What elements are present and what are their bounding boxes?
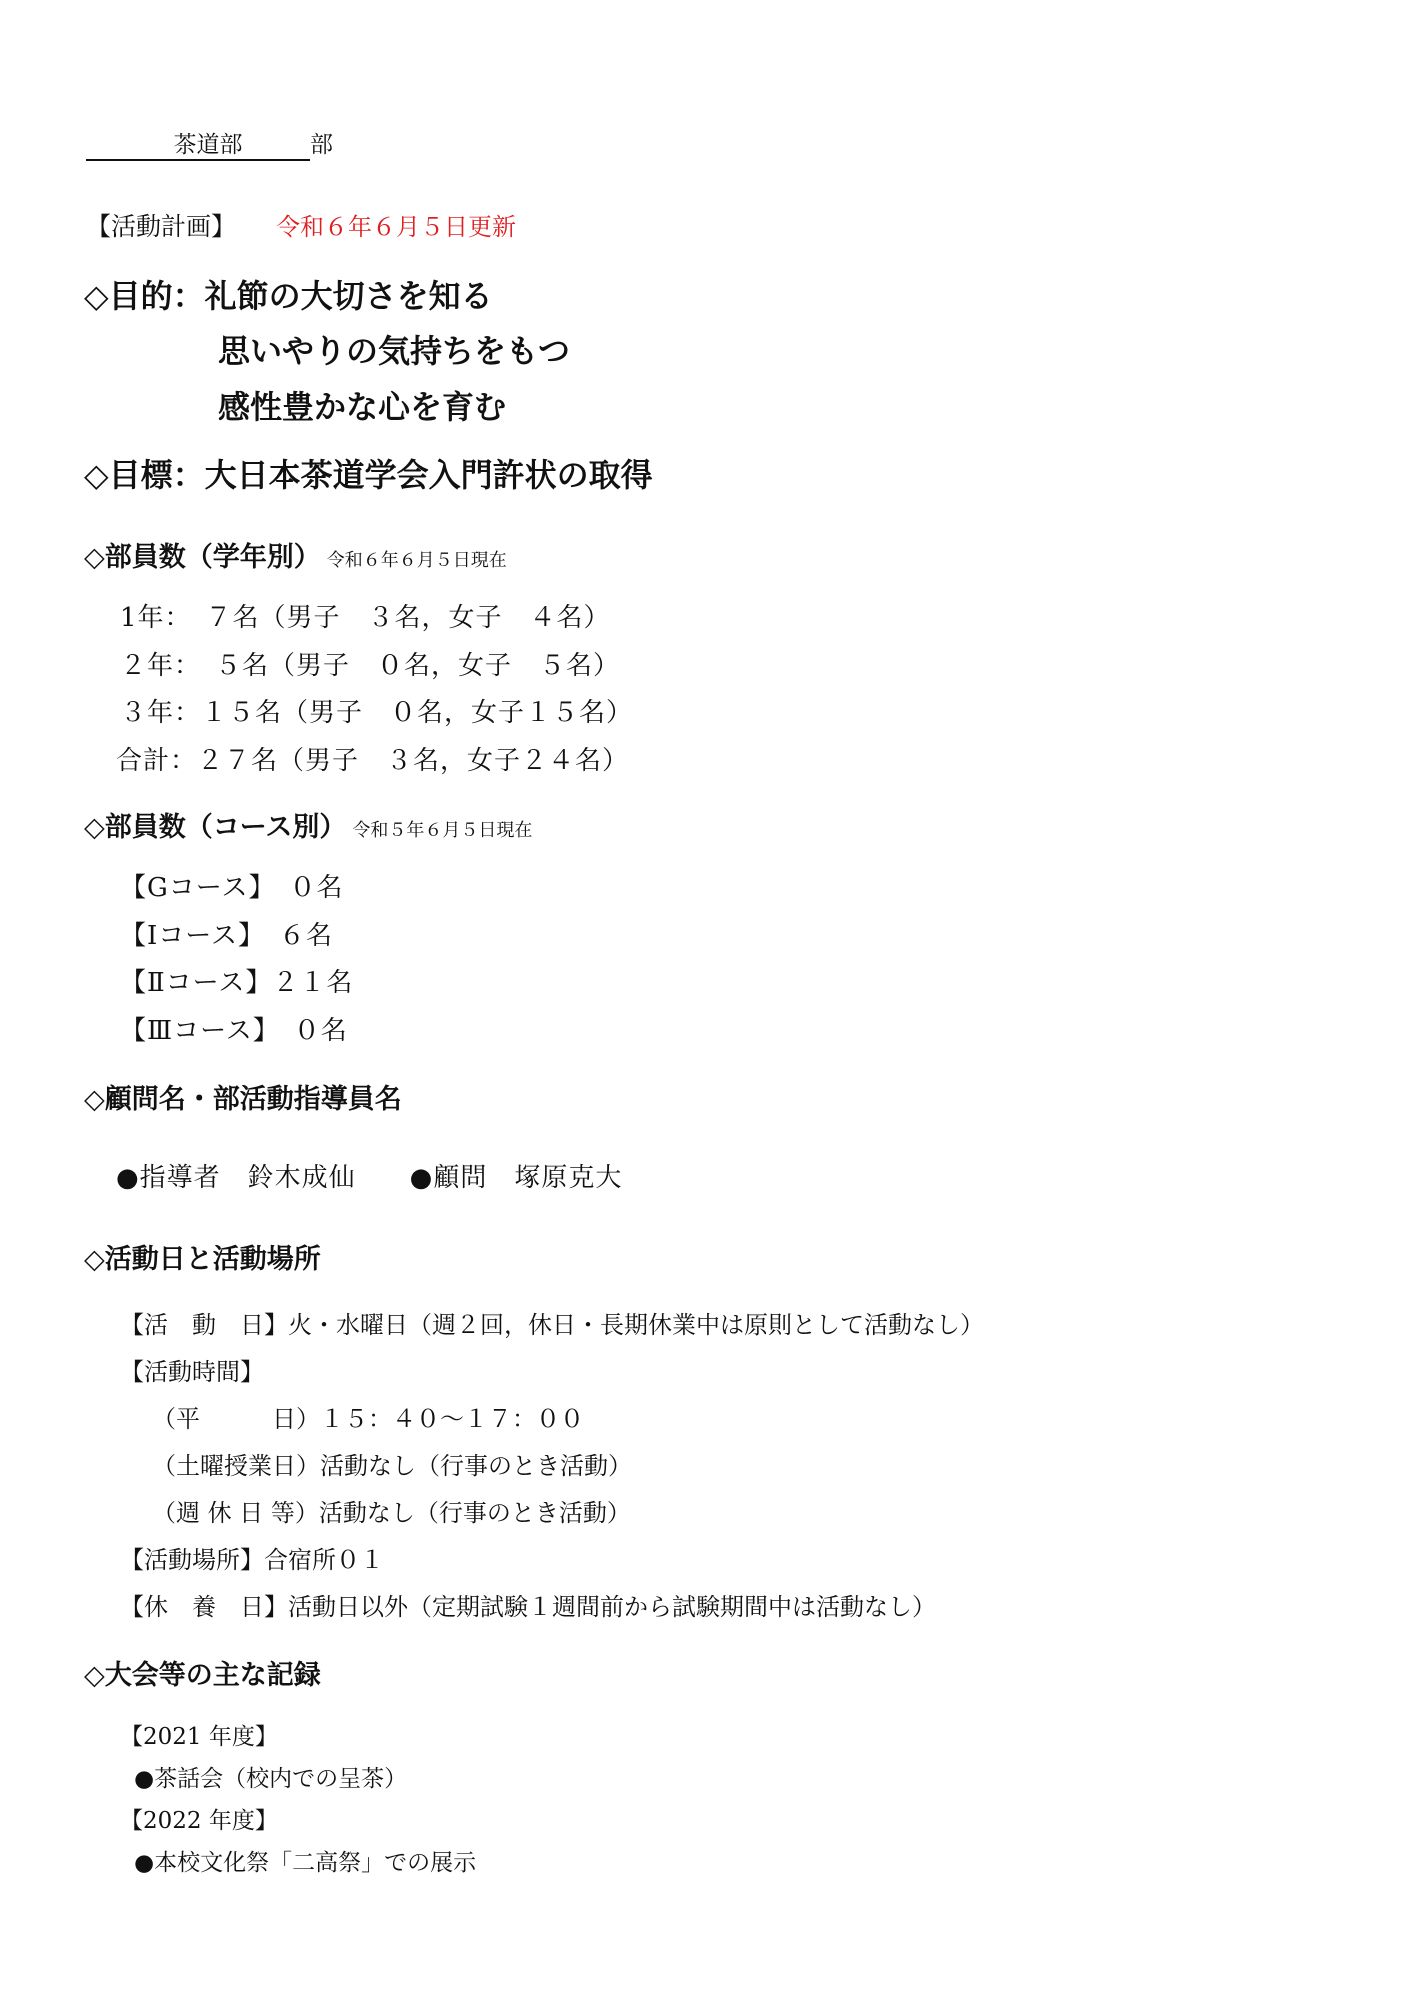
activity-row: 【活動場所】合宿所０１ (120, 1546, 384, 1574)
members-course-title: ◇部員数（コース別） (84, 812, 347, 843)
members-grade-row: ２年： ５名（男子 ０名，女子 ５名） (120, 651, 621, 681)
members-grade-row: 合計：２７名（男子 ３名，女子２４名） (116, 746, 630, 776)
records-row: ●茶話会（校内での呈茶） (134, 1766, 408, 1792)
records-row: ●本校文化祭「二高祭」での展示 (134, 1850, 477, 1876)
members-grade-note: 令和６年６月５日現在 (326, 550, 507, 571)
activity-row: 【活動時間】 (120, 1358, 264, 1386)
purpose-item: 礼節の大切さを知る (204, 277, 493, 315)
records-row: 【2021 年度】 (120, 1724, 278, 1750)
club-name-field (86, 126, 310, 161)
records-row: 【2022 年度】 (120, 1808, 278, 1834)
purpose-line-2: 思いやりの気持ちをもつ (218, 332, 571, 370)
activity-row: （週 休 日 等）活動なし（行事のとき活動） (152, 1499, 631, 1527)
plan-label: 【活動計画】 (86, 212, 237, 241)
members-grade-row: 1年： ７名（男子 ３名，女子 ４名） (120, 603, 611, 633)
goal-label: ◇目標： (84, 456, 205, 494)
goal-line (84, 450, 653, 496)
members-course-row: 【Gコース】 ０名 (120, 873, 344, 903)
members-grade-heading (84, 535, 507, 574)
members-grade-row: ３年：１５名（男子 ０名，女子１５名） (120, 698, 634, 728)
records-heading: ◇大会等の主な記録 (84, 1660, 321, 1691)
goal-text: 大日本茶道学会入門許状の取得 (204, 456, 653, 494)
club-name: 茶道部 (173, 132, 243, 158)
purpose-line-3: 感性豊かな心を育む (218, 388, 507, 426)
members-course-heading (84, 805, 532, 844)
purpose-label: ◇目的： (84, 277, 205, 315)
plan-line (86, 207, 516, 243)
activity-heading: ◇活動日と活動場所 (84, 1244, 321, 1275)
plan-updated-date: 令和６年６月５日更新 (276, 213, 517, 241)
members-grade-title: ◇部員数（学年別） (84, 542, 321, 573)
advisors-heading: ◇顧問名・部活動指導員名 (84, 1084, 402, 1115)
club-suffix: 部 (310, 132, 333, 158)
members-course-note: 令和５年６月５日現在 (352, 820, 533, 841)
members-course-row: 【Ⅰコース】 ６名 (120, 921, 333, 951)
activity-row: 【活 動 日】火・水曜日（週２回，休日・長期休業中は原則として活動なし） (120, 1311, 984, 1339)
members-course-row: 【Ⅲコース】 ０名 (120, 1016, 348, 1046)
club-title-line (86, 126, 333, 161)
activity-row: 【休 養 日】活動日以外（定期試験１週間前から試験期間中は活動なし） (120, 1593, 936, 1621)
purpose-line-1 (84, 271, 493, 317)
members-course-row: 【Ⅱコース】２１名 (120, 968, 354, 998)
activity-row: （平 日）１５：４０～１７：００ (152, 1405, 584, 1433)
activity-row: （土曜授業日）活動なし（行事のとき活動） (152, 1452, 632, 1480)
advisors-line: ●指導者 鈴木成仙 ●顧問 塚原克大 (116, 1163, 623, 1193)
